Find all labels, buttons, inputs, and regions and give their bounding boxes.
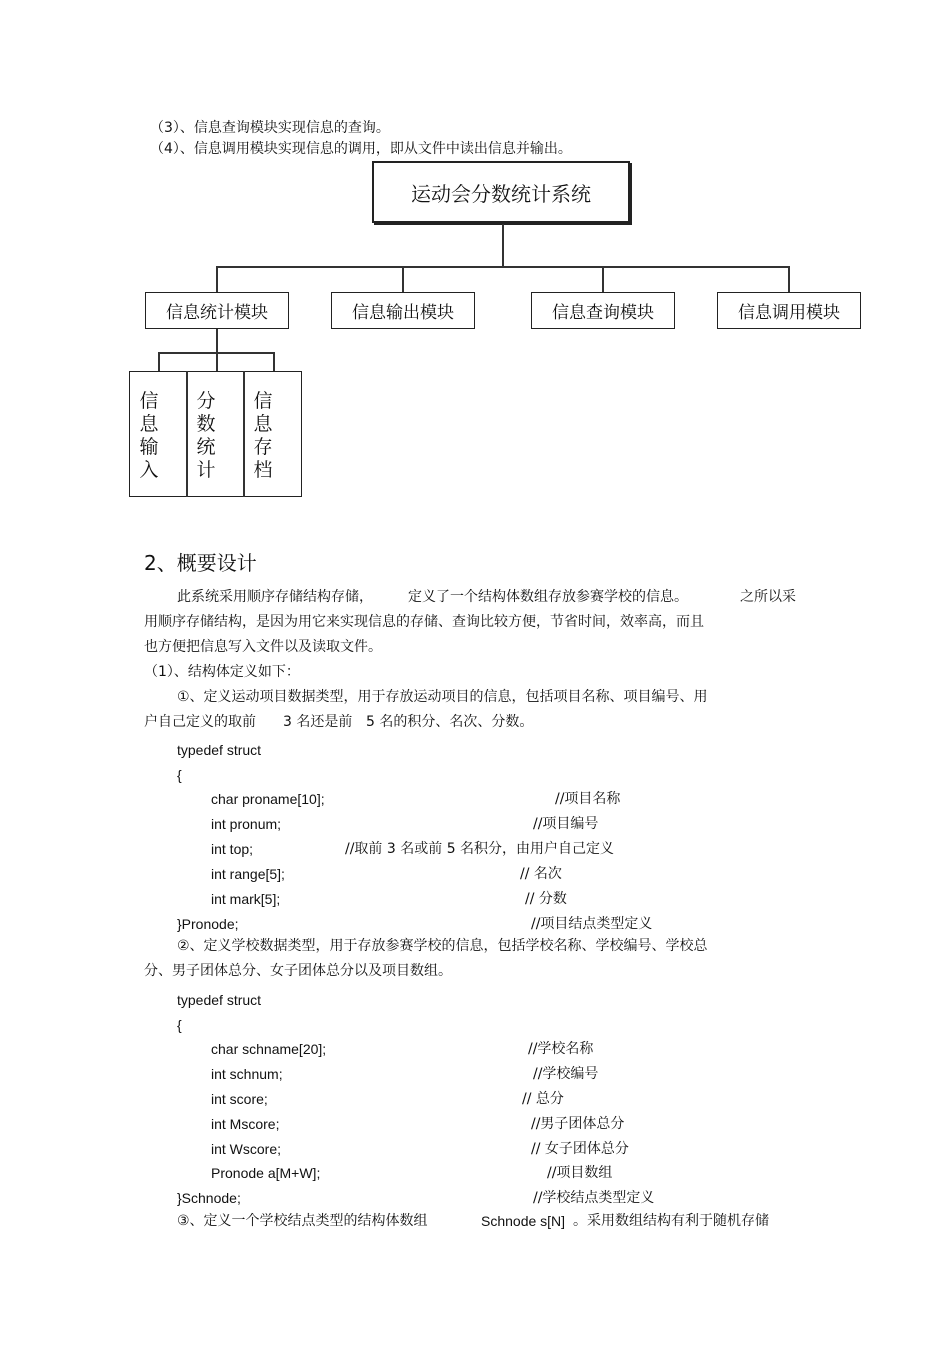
connector <box>402 266 404 292</box>
paragraph-text: 此系统采用顺序存储结构存储， <box>177 589 373 605</box>
code-line: typedef struct <box>177 742 262 758</box>
code-line: char schname[20]; <box>211 1041 327 1057</box>
code-line: char proname[10]; <box>211 791 325 807</box>
intro-line-3: （3）、信息查询模块实现信息的查询。 <box>150 120 390 136</box>
module-node: 信息查询模块 <box>531 292 675 329</box>
item-text: Schnode s[N] <box>481 1213 566 1229</box>
struct-intro: （1）、结构体定义如下： <box>144 664 300 680</box>
code-line: int mark[5]; <box>211 891 281 907</box>
divider <box>186 371 188 497</box>
code-line: int top; <box>211 841 254 857</box>
connector <box>602 266 604 292</box>
module-node: 信息调用模块 <box>717 292 861 329</box>
connector <box>216 352 218 372</box>
code-comment: // 分数 <box>525 891 567 907</box>
intro-line-4: （4）、信息调用模块实现信息的调用，即从文件中读出信息并输出。 <box>150 141 572 157</box>
code-line: int pronum; <box>211 816 282 832</box>
code-comment: //学校编号 <box>533 1066 599 1082</box>
connector <box>216 266 789 268</box>
code-comment: //项目结点类型定义 <box>531 916 653 932</box>
code-line: int Mscore; <box>211 1116 280 1132</box>
item-text: 分、男子团体总分、女子团体总分以及项目数组。 <box>144 963 452 979</box>
paragraph-text: 用顺序存储结构，是因为用它来实现信息的存储、查询比较方便，节省时间，效率高，而且 <box>144 614 704 630</box>
item-text: 5 名的积分、名次、分数。 <box>366 714 534 730</box>
item-text: 户自己定义的取前 <box>144 714 256 730</box>
item-text: ②、定义学校数据类型，用于存放参赛学校的信息，包括学校名称、学校编号、学校总 <box>177 938 708 954</box>
item-text: ①、定义运动项目数据类型，用于存放运动项目的信息，包括项目名称、项目编号、用 <box>177 689 708 705</box>
submodule-node: 信息输入 <box>139 390 159 481</box>
code-comment: // 女子团体总分 <box>531 1141 629 1157</box>
module-node: 信息输出模块 <box>331 292 475 329</box>
connector <box>788 266 790 292</box>
code-line: { <box>177 1017 182 1033</box>
code-line: int range[5]; <box>211 866 285 882</box>
connector <box>158 352 160 372</box>
root-node: 运动会分数统计系统 <box>372 161 630 223</box>
code-comment: //学校名称 <box>528 1041 594 1057</box>
connector <box>502 224 504 267</box>
code-line: Pronode a[M+W]; <box>211 1165 321 1181</box>
code-comment: // 名次 <box>520 866 562 882</box>
code-line: typedef struct <box>177 992 262 1008</box>
code-comment: //项目数组 <box>547 1165 613 1181</box>
code-comment: //取前 3 名或前 5 名积分，由用户自己定义 <box>345 841 615 857</box>
paragraph-text: 之所以采 <box>740 589 796 605</box>
code-line: { <box>177 767 182 783</box>
code-comment: // 总分 <box>522 1091 564 1107</box>
item-text: ③、定义一个学校结点类型的结构体数组 <box>177 1213 428 1229</box>
code-line: }Schnode; <box>177 1190 241 1206</box>
item-text: 3 名还是前 <box>283 714 353 730</box>
connector <box>216 266 218 292</box>
code-line: int score; <box>211 1091 268 1107</box>
code-comment: //男子团体总分 <box>531 1116 625 1132</box>
module-node: 信息统计模块 <box>145 292 289 329</box>
paragraph-text: 也方便把信息写入文件以及读取文件。 <box>144 639 382 655</box>
code-line: int schnum; <box>211 1066 283 1082</box>
code-line: int Wscore; <box>211 1141 282 1157</box>
section-heading: 2、概要设计 <box>144 551 257 575</box>
code-comment: //学校结点类型定义 <box>533 1190 655 1206</box>
code-comment: //项目编号 <box>533 816 599 832</box>
code-line: }Pronode; <box>177 916 239 932</box>
divider <box>243 371 245 497</box>
connector <box>273 352 275 372</box>
connector <box>216 329 218 353</box>
submodule-node: 分数统计 <box>196 390 216 481</box>
paragraph-text: 定义了一个结构体数组存放参赛学校的信息。 <box>408 589 688 605</box>
code-comment: //项目名称 <box>555 791 621 807</box>
submodule-node: 信息存档 <box>253 390 273 481</box>
item-text: 。采用数组结构有利于随机存储 <box>573 1213 769 1229</box>
